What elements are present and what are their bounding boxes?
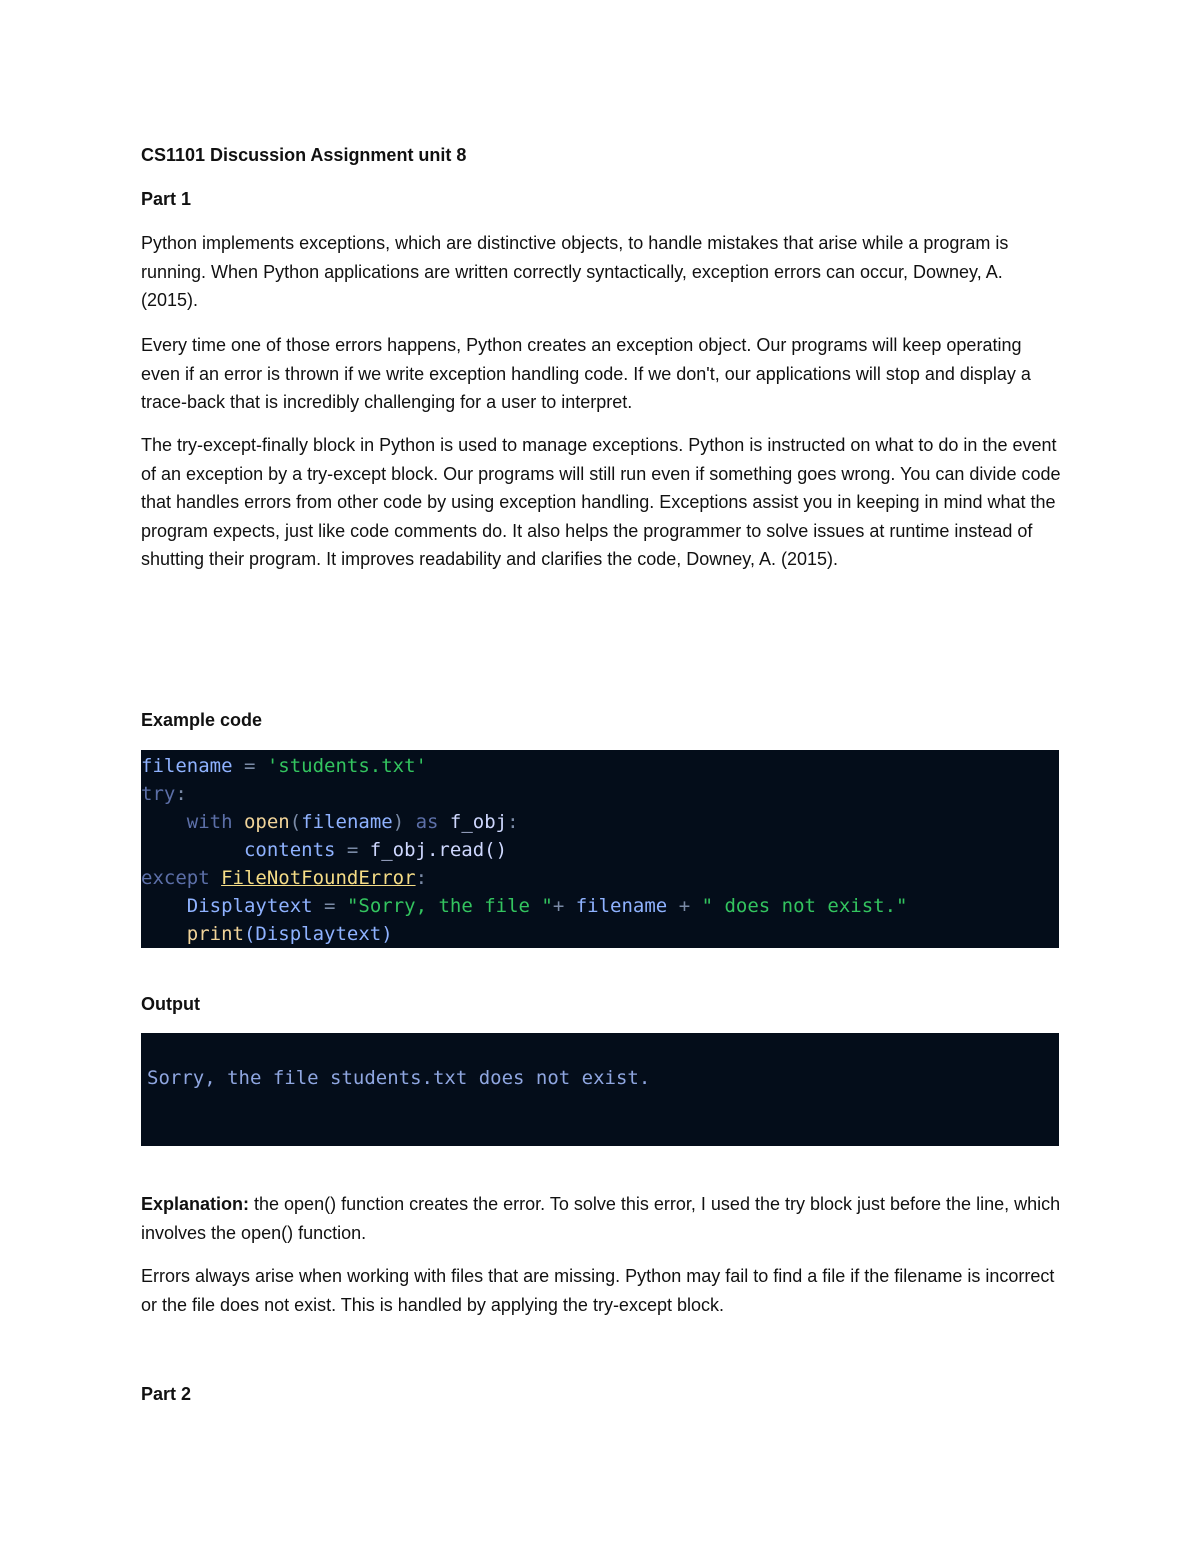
explanation-label: Explanation:	[141, 1194, 250, 1214]
code-token: "Sorry, the file "	[346, 895, 553, 917]
code-token: :	[175, 783, 187, 805]
code-token: +	[552, 895, 576, 917]
code-line-3	[141, 808, 1059, 836]
code-line-2	[141, 780, 1059, 808]
code-token: FileNotFoundError	[221, 867, 416, 889]
output-block	[141, 1033, 1059, 1146]
code-token: contents	[243, 839, 336, 861]
code-token: :	[415, 867, 428, 889]
code-line-4	[141, 836, 1059, 864]
code-token: =	[312, 895, 347, 917]
code-token	[210, 867, 221, 889]
code-line-1	[141, 752, 1059, 780]
output-text: Sorry, the file students.txt does not exist.	[147, 1067, 651, 1089]
code-token: filename	[575, 895, 668, 917]
code-token: f_obj.read()	[369, 839, 508, 861]
code-token: print	[186, 923, 244, 945]
code-token: except	[141, 867, 210, 889]
paragraph-3: The try-except-finally block in Python is used to manage exceptions. Python is instructed on what to do in the event of an exception by a try-except block. Our programs will still run even if something goes wrong. You can divide code that handles errors from other code by using exception handling. Exceptions assist you in keeping in mind what the program expects, just like code comments do. It also helps the programmer to solve issues at runtime instead of shutting their program. It improves readability and clarifies the code, Downey, A. (2015).	[141, 435, 1061, 569]
code-line-6	[141, 892, 1059, 920]
part1-heading: Part 1	[141, 189, 192, 209]
code-token	[141, 895, 187, 917]
code-token: with	[186, 811, 233, 833]
code-token: :	[507, 811, 519, 833]
part2-heading: Part 2	[141, 1384, 192, 1404]
code-token: filename	[301, 811, 393, 833]
paragraph-2: Every time one of those errors happens, Python creates an exception object. Our programs will keep operating even if an error is thrown if we write exception handling code. If we don't, our applications will stop and display a trace-back that is incredibly challenging for a user to interpret.	[141, 335, 1031, 412]
output-heading: Output	[141, 994, 200, 1014]
code-token: try	[141, 783, 176, 805]
code-token: =	[335, 839, 370, 861]
paragraph-4: Errors always arise when working with files that are missing. Python may fail to find a file if the filename is incorrect or the file does not exist. This is handled by applying the try-except block.	[141, 1266, 1055, 1315]
document-title: CS1101 Discussion Assignment unit 8	[141, 145, 467, 165]
code-token: (Displaytext)	[243, 923, 393, 945]
code-token: (	[289, 811, 302, 833]
code-token: Displaytext	[186, 895, 313, 917]
code-block	[141, 750, 1059, 948]
code-token: )	[392, 811, 405, 833]
code-token	[141, 811, 187, 833]
code-token: filename	[141, 755, 233, 777]
code-token: +	[667, 895, 702, 917]
code-line-7	[141, 920, 1059, 948]
code-token: f_obj	[438, 811, 508, 833]
paragraph-1: Python implements exceptions, which are distinctive objects, to handle mistakes that arise while a program is running. When Python applications are written correctly syntactically, exception errors can occur, Downey, A. (2015).	[141, 233, 1009, 310]
code-token	[141, 923, 187, 945]
code-token: =	[232, 755, 267, 777]
explanation-text: the open() function creates the error. To solve this error, I used the try block just before the line, which involves the open() function.	[141, 1194, 1061, 1243]
code-token: open	[232, 811, 290, 833]
example-code-heading: Example code	[141, 710, 263, 730]
code-token: 'students.txt'	[266, 755, 427, 777]
explanation-paragraph	[141, 1190, 1061, 1247]
code-line-5	[141, 864, 1059, 892]
code-token: " does not exist."	[701, 895, 908, 917]
code-token	[141, 839, 244, 861]
code-token: as	[404, 811, 439, 833]
